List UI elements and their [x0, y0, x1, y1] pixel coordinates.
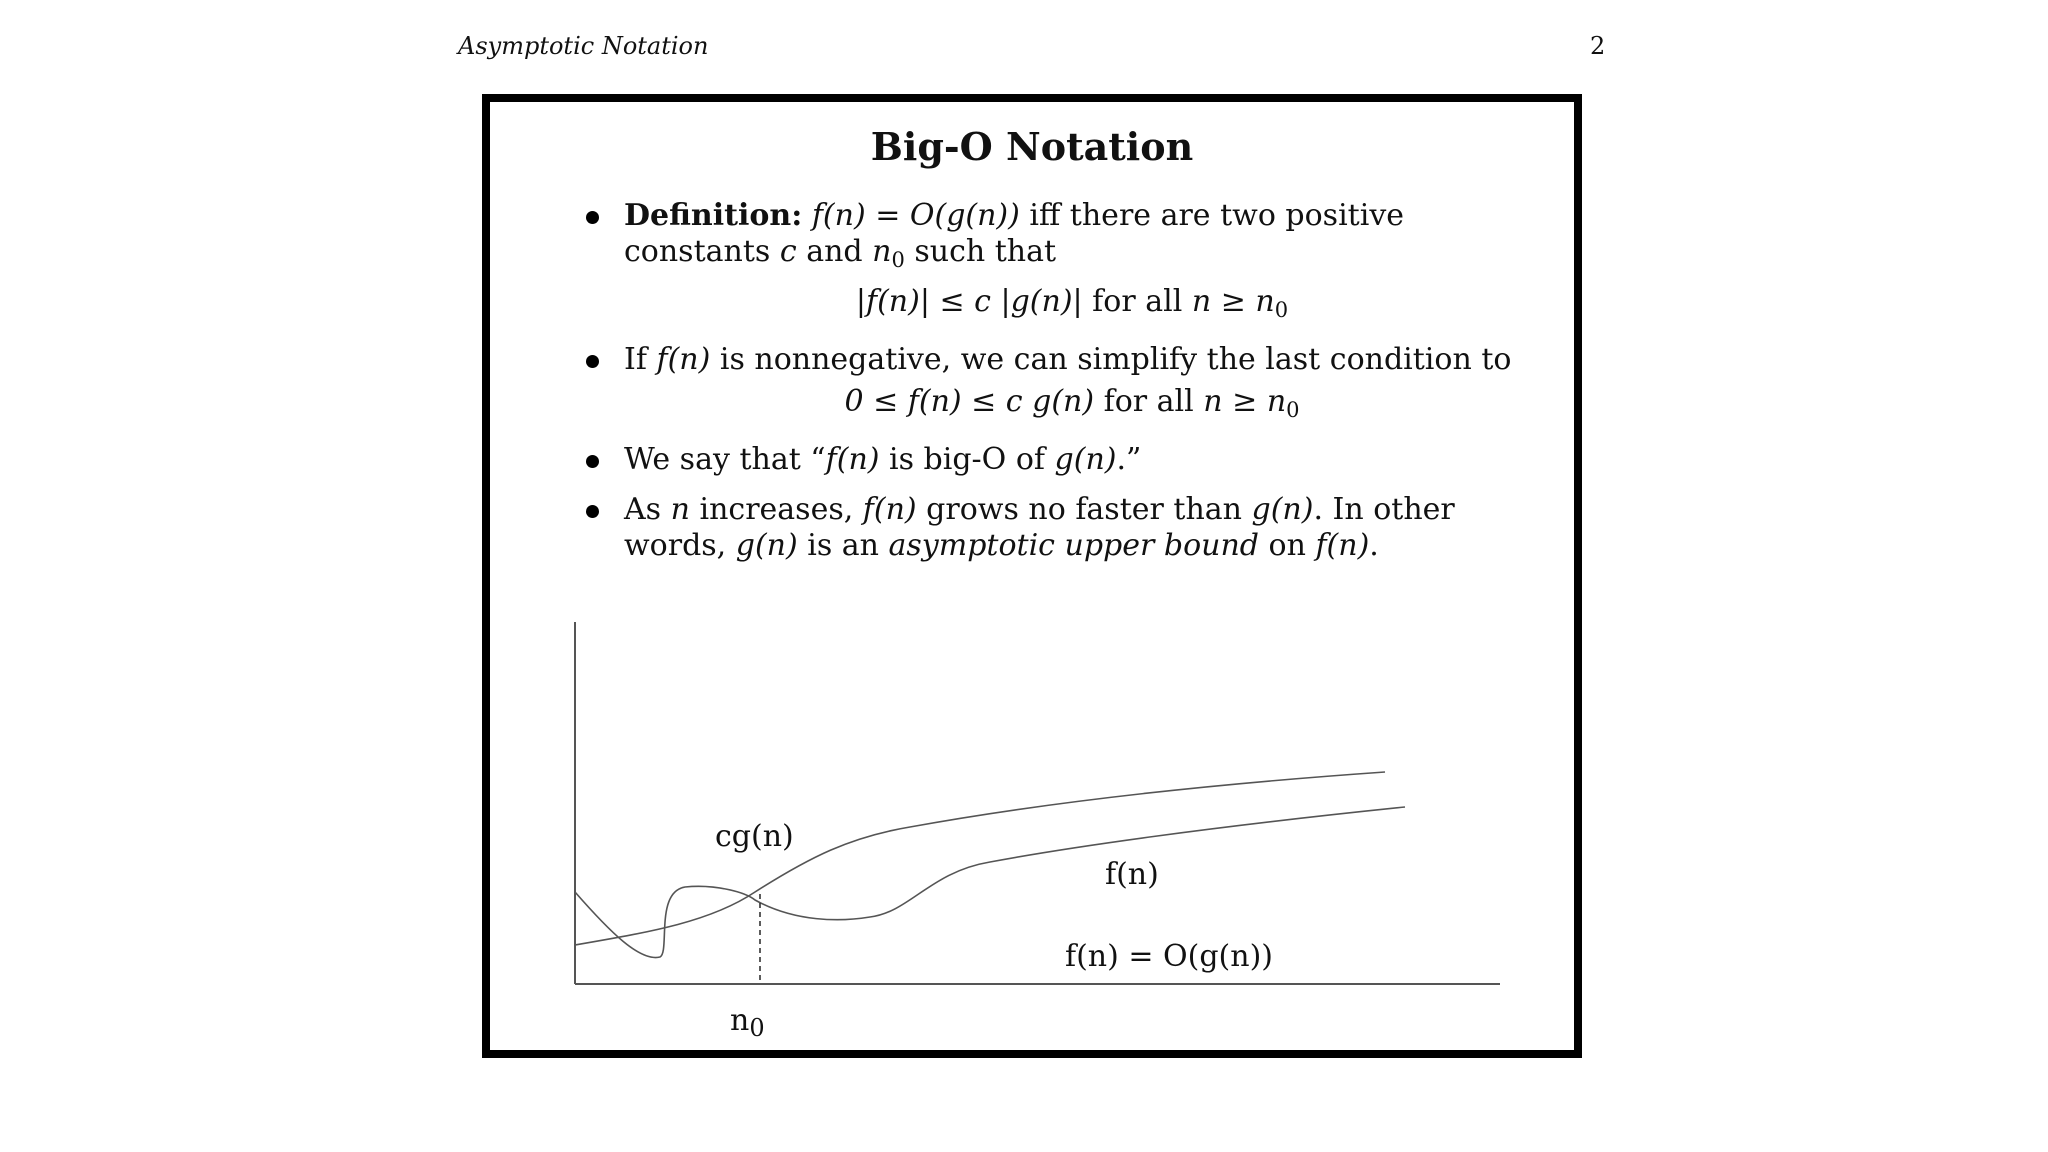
label-cg: cg(n): [715, 819, 794, 854]
bullet-say: [580, 442, 1520, 478]
text: and: [796, 234, 873, 269]
bullet-dot: [586, 211, 599, 224]
text: is nonnegative, we can simplify the last condition to: [710, 342, 1512, 377]
cg-curve: [575, 772, 1385, 945]
subscript-zero: 0: [1274, 298, 1289, 322]
label-n: n: [730, 1003, 750, 1038]
math-f: f(n): [1315, 528, 1370, 563]
bullet-list: [580, 198, 1520, 578]
math-n: n: [1191, 284, 1212, 319]
math-eq: =: [865, 198, 910, 233]
text: for all: [1094, 384, 1204, 419]
bullet-dot: [586, 455, 599, 468]
display-equation: [624, 284, 1520, 328]
f-curve: [575, 807, 1405, 958]
slide-title: Big-O Notation: [870, 124, 1194, 169]
text: on: [1258, 528, 1316, 563]
math-n: n: [1255, 284, 1275, 319]
math-O: O(g(n)): [909, 198, 1020, 233]
math-f: f(n): [862, 492, 917, 527]
math-c: c: [779, 234, 797, 269]
label-relation: f(n) = O(g(n)): [1065, 939, 1273, 974]
math-g: g(n): [735, 528, 798, 563]
math-lhs: 0 ≤ f(n) ≤ c g(n): [844, 384, 1095, 419]
bullet-nonnegative: [580, 342, 1520, 428]
math-f: f(n): [811, 198, 866, 233]
text: such that: [904, 234, 1057, 269]
bullet-definition: [580, 198, 1520, 328]
math-lhs: |f(n)| ≤ c |g(n)|: [855, 284, 1083, 319]
math-g: g(n): [1054, 442, 1117, 477]
subscript-zero: 0: [1286, 398, 1300, 422]
text: If: [624, 342, 657, 377]
text: .”: [1116, 442, 1142, 477]
text: We say that “: [624, 442, 826, 477]
bullet-dot: [586, 505, 599, 518]
display-equation: [624, 384, 1520, 428]
bigo-diagram: [570, 622, 1510, 1052]
subscript-zero: 0: [891, 248, 905, 272]
running-title: Asymptotic Notation: [458, 32, 709, 60]
math-n: n: [872, 234, 892, 269]
page-number: 2: [1590, 32, 1606, 60]
text: grows no faster than: [916, 492, 1252, 527]
text: is an: [797, 528, 889, 563]
label-n0: [730, 1003, 765, 1042]
text: for all: [1082, 284, 1192, 319]
text: is big-O of: [879, 442, 1055, 477]
math-f: f(n): [825, 442, 880, 477]
math-n: n: [1203, 384, 1223, 419]
text: increases,: [689, 492, 863, 527]
emphasis-upper-bound: asymptotic upper bound: [888, 528, 1259, 563]
slide-frame: [482, 94, 1582, 1058]
bullet-grows: [580, 492, 1520, 564]
math-n: n: [1266, 384, 1287, 419]
bullet-dot: [586, 355, 599, 368]
math-ge: ≥: [1222, 384, 1267, 419]
text: iff there are two positive constants: [624, 198, 1405, 269]
text: . In other words,: [624, 492, 1455, 563]
math-f: f(n): [656, 342, 711, 377]
text: .: [1369, 528, 1379, 563]
text: As: [624, 492, 671, 527]
math-n: n: [670, 492, 690, 527]
math-g: g(n): [1251, 492, 1314, 527]
label-f: f(n): [1105, 857, 1159, 892]
definition-label: Definition:: [624, 198, 803, 233]
label-n-sub: 0: [749, 1014, 765, 1042]
math-ge: ≥: [1211, 284, 1256, 319]
